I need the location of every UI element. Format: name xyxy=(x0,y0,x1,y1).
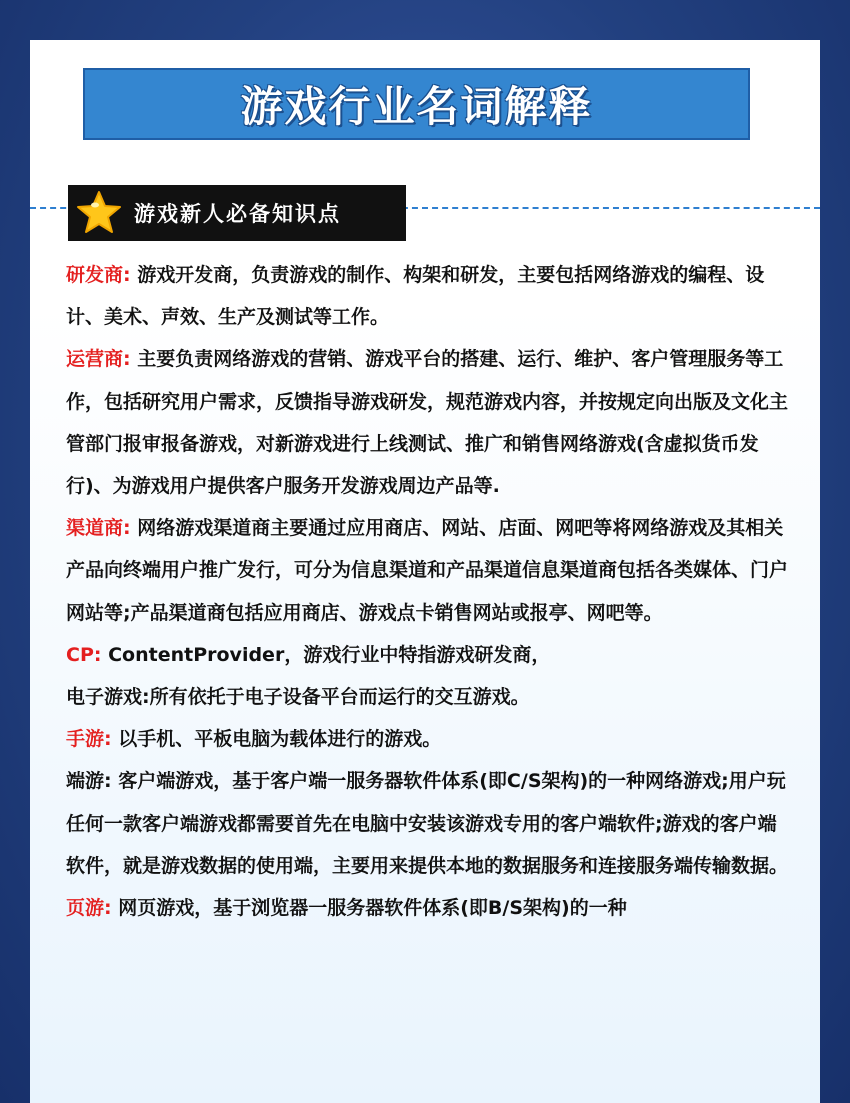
glossary-entry-developer xyxy=(66,254,788,338)
content-card xyxy=(30,40,820,1103)
page-title: 游戏行业名词解释 xyxy=(240,82,593,131)
term-definition: 游戏开发商，负责游戏的制作、构架和研发，主要包括网络游戏的编程、设计、美术、声效、生产及测试等工作。 xyxy=(66,264,765,329)
term-definition: 所有依托于电子设备平台而运行的交互游戏。 xyxy=(149,686,530,709)
term-separator: : xyxy=(104,728,112,751)
term-separator: : xyxy=(104,897,112,920)
glossary-list xyxy=(66,254,788,929)
glossary-entry-mobile-game xyxy=(66,718,788,760)
term-separator: : xyxy=(123,264,131,286)
star-icon xyxy=(74,188,124,238)
term-definition: 网页游戏，基于浏览器一服务器软件体系(即B/S架构)的一种 xyxy=(118,897,627,920)
section-label xyxy=(68,185,406,241)
glossary-entry-video-game xyxy=(66,676,788,718)
term-label: 电子游戏 xyxy=(66,686,143,709)
term-label: 端游 xyxy=(66,770,105,793)
term-separator: : xyxy=(123,348,131,371)
term-label: 运营商 xyxy=(66,348,124,371)
term-definition: ContentProvider，游戏行业中特指游戏研发商， xyxy=(108,643,551,666)
glossary-entry-channel xyxy=(66,507,788,634)
glossary-entry-operator xyxy=(66,338,788,507)
term-separator: : xyxy=(142,686,150,709)
term-definition: 以手机、平板电脑为载体进行的游戏。 xyxy=(118,728,442,751)
term-label: 渠道商 xyxy=(66,517,124,540)
term-label: 研发商 xyxy=(66,264,124,286)
term-definition: 网络游戏渠道商主要通过应用商店、网站、店面、网吧等将网络游戏及其相关产品向终端用户推广发行，可分为信息渠道和产品渠道信息渠道商包括各类媒体、门户网站等;产品渠道商包括应用商店、游戏点卡销售网站或报亭、网吧等。 xyxy=(66,517,789,624)
term-separator: : xyxy=(104,770,112,793)
glossary-entry-client-game xyxy=(66,760,788,887)
term-label: CP xyxy=(66,643,94,666)
term-definition: 客户端游戏，基于客户端一服务器软件体系(即C/S架构)的一种网络游戏;用户玩任何一款客户端游戏都需要首先在电脑中安装该游戏专用的客户端软件;游戏的客户端软件，就是游戏数据的使用端，主要用来提供本地的数据服务和连接服务端传输数据。 xyxy=(66,770,789,877)
term-separator: : xyxy=(123,517,131,540)
glossary-entry-cp xyxy=(66,634,788,676)
term-separator: : xyxy=(93,643,102,666)
term-label: 手游 xyxy=(66,728,105,751)
term-label: 页游 xyxy=(66,897,105,920)
glossary-entry-web-game xyxy=(66,887,788,929)
section-title: 游戏新人必备知识点 xyxy=(134,202,341,226)
term-definition: 主要负责网络游戏的营销、游戏平台的搭建、运行、维护、客户管理服务等工作，包括研究用户需求，反馈指导游戏研发，规范游戏内容，并按规定向出版及文化主管部门报审报备游戏，对新游戏进行上线测试、推广和销售网络游戏(含虚拟货币发行)、为游戏用户提供客户服务开发游戏周边产品等. xyxy=(66,348,789,498)
title-banner xyxy=(83,68,750,140)
